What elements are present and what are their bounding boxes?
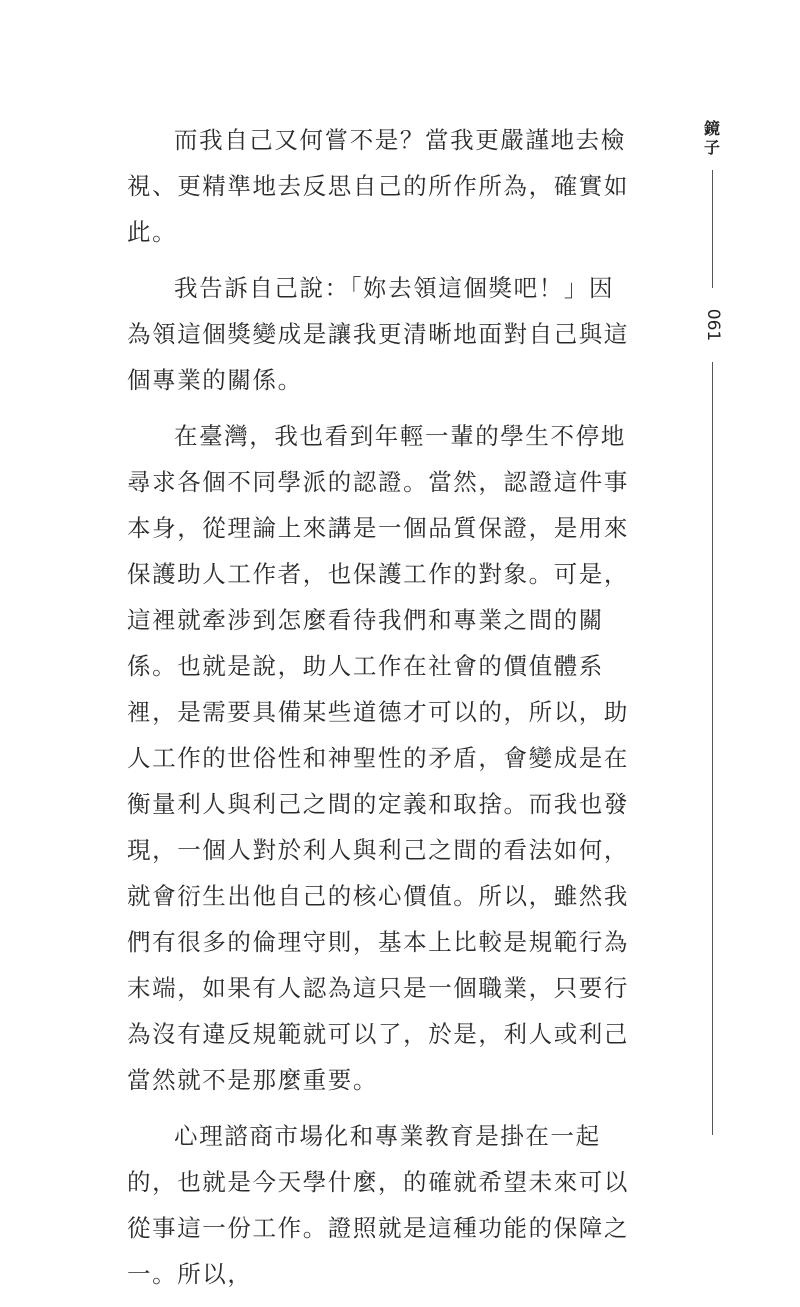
paragraph: 心理諮商市場化和專業教育是掛在一起的，也就是今天學什麼，的確就希望未來可以從事這一份工作。證照就是這種功能的保障之一。所以， xyxy=(127,1122,629,1288)
paragraph: 我告訴自己說：「妳去領這個獎吧！」因為領這個獎變成是讓我更清晰地面對自己與這個專業的關係。 xyxy=(127,274,629,394)
paragraph: 在臺灣，我也看到年輕一輩的學生不停地尋求各個不同學派的認證。當然，認證這件事本身，從理論上來講是一個品質保證，是用來保護助人工作者，也保護工作的對象。可是，這裡就牽涉到怎麼看待我們和專業之間的關係。也就是說，助人工作在社會的價值體系裡，是需要具備某些道德才可以的，所以，助人工作的世俗性和神聖性的矛盾，會變成是在衡量利人與利己之間的定義和取捨。而我也發現，一個人對於利人與利己之間的看法如何，就會衍生出他自己的核心價值。所以，雖然我們有很多的倫理守則，基本上比較是規範行為末端，如果有人認為這只是一個職業，只要行為沒有違反規範就可以了，於是，利人或利己當然就不是那麼重要。 xyxy=(127,422,629,1094)
page-number-text: 061 xyxy=(703,308,724,342)
running-head: 鏡子 xyxy=(703,119,720,157)
paragraph: 而我自己又何嘗不是？當我更嚴謹地去檢視、更精準地去反思自己的所作所為，確實如此。 xyxy=(127,126,629,246)
page-number xyxy=(703,300,723,350)
margin-rule-bottom xyxy=(712,362,713,1135)
margin-rule-top xyxy=(712,170,713,288)
